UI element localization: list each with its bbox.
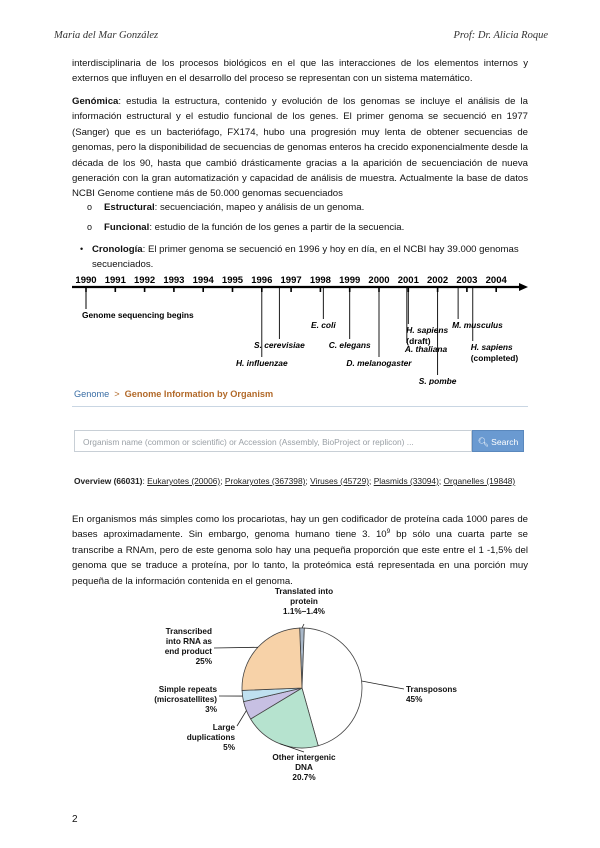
header-author: Maria del Mar González	[54, 30, 159, 41]
timeline-year-label: 1998	[309, 275, 331, 286]
timeline-event-label: H. influenzae	[235, 358, 288, 368]
organism-search-input[interactable]: Organism name (common or scientific) or Accession (Assembly, BioProject or replicon) ...	[74, 430, 472, 452]
timeline-year-label: 1997	[280, 275, 302, 286]
overview-link-prokaryotes[interactable]: Prokaryotes (367398)	[224, 476, 306, 486]
timeline-year-label: 1996	[251, 275, 273, 286]
overview-label[interactable]: Overview (66031)	[74, 476, 143, 486]
overview-link-viruses[interactable]: Viruses (45729)	[310, 476, 370, 486]
breadcrumb	[74, 389, 273, 399]
pie-label: Transcribed	[165, 627, 212, 636]
crumb-separator: >	[114, 389, 120, 399]
overview-link-plasmids[interactable]: Plasmids (33094)	[373, 476, 439, 486]
timeline-year-label: 2001	[397, 275, 419, 286]
timeline-year-label: 1993	[163, 275, 185, 286]
pie-label: Large	[212, 723, 235, 732]
pie-label: Simple repeats	[158, 685, 217, 694]
timeline-year-label: 2000	[368, 275, 390, 286]
timeline-event-label: E. coli	[310, 320, 336, 330]
pie-label: 1.1%–1.4%	[283, 607, 325, 616]
term-cronologia: Cronología	[92, 244, 143, 255]
pie-label: duplications	[186, 733, 235, 742]
page-number: 2	[72, 814, 78, 825]
timeline-event-label: S. cerevisiae	[253, 340, 305, 350]
timeline-event-label: D. melanogaster	[346, 358, 412, 368]
timeline-year-label: 1995	[221, 275, 244, 286]
timeline-begin-label: Genome sequencing begins	[82, 310, 194, 320]
sub-bullet-estructural	[87, 202, 365, 213]
organismos-text-b: bp sólo una cuarta parte se transcribe a RNAm, pero de este genoma solo hay una pequeña proporción que este entre el 1 -1,5% del genoma que se traduce a proteína, por lo tanto, la proteómica está representada en una porción muy pequeña de la información contenida en el genoma.	[72, 529, 529, 587]
term-genomica: Genómica	[72, 96, 119, 107]
pie-leader-line	[362, 681, 404, 689]
pie-label: Translated into	[274, 588, 334, 596]
timeline-event-label: (draft)	[406, 336, 431, 346]
timeline-year-label: 1999	[339, 275, 361, 286]
genomica-text: : estudia la estructura, contenido y evolución de los genomas se incluye el análisis de la información estructural y el estudio funcional de los genes. El primer genoma se secuenció en 1977 (Sanger) que es un bacteriófago, FX174, hubo una progresión muy lenta de obtener secuencias de genomas, pero la disponibilidad de secuencias de genomas enteros ha crecido exponencialmente desde la década de los 90, hasta que cambió drásticamente gracias a la aparición de secuenciación de nueva generación con la gran automatización y capacidad de análisis de muestra. Actualmente la base de datos NCBI Genome contiene más de 50.000 genomas secuenciados	[72, 96, 528, 200]
pie-leader-line	[214, 647, 258, 648]
pie-leader-line	[237, 711, 246, 726]
funcional-text: : estudio de la función de los genes a partir de la secuencia.	[149, 222, 405, 233]
pie-label: 45%	[406, 695, 423, 704]
timeline-event-label: (completed)	[470, 353, 519, 363]
search-button-label: Search	[491, 437, 519, 447]
pie-leader-line	[302, 624, 304, 628]
crumb-current: Genome Information by Organism	[124, 389, 274, 399]
timeline-event-label: A. thaliana	[404, 344, 448, 354]
pie-label: 5%	[223, 743, 235, 752]
timeline-year-label: 1990	[75, 275, 97, 286]
pie-slice	[242, 628, 302, 690]
term-estructural: Estructural	[104, 202, 155, 213]
pie-label: (microsatellites)	[154, 695, 217, 704]
timeline-year-label: 1992	[134, 275, 156, 286]
overview-link-eukaryotes[interactable]: Eukaryotes (20006)	[147, 476, 221, 486]
timeline-arrowhead	[519, 283, 528, 291]
estructural-text: : secuenciación, mapeo y análisis de un genoma.	[154, 202, 365, 213]
timeline-year-label: 2004	[485, 275, 507, 286]
term-funcional: Funcional	[104, 222, 150, 233]
pie-label: 20.7%	[292, 773, 316, 782]
organismos-text-a: En organismos más simples como los procariotas, hay un gen codificador de proteína cada 1000 pares de bases aproximadamente. Sin embargo, genoma humano tiene 3. 10	[72, 514, 528, 541]
exponent: 9	[386, 528, 391, 536]
genome-timeline	[72, 273, 528, 385]
timeline-event-label: H. sapiens	[406, 325, 449, 335]
timeline-event-label: H. sapiens	[470, 342, 513, 352]
bullet-marker: •	[80, 244, 84, 254]
breadcrumb-divider	[72, 406, 528, 407]
pie-label: protein	[290, 597, 318, 606]
timeline-year-label: 1991	[104, 275, 126, 286]
header-professor: Prof: Dr. Alicia Roque	[453, 30, 548, 41]
overview-row: Overview (66031): Eukaryotes (20006); Prokaryotes (367398); Viruses (45729); Plasmids (33094); Organelles (19848)	[74, 476, 516, 486]
pie-label: Other intergenic	[272, 753, 336, 762]
timeline-event-label: M. musculus	[452, 320, 503, 330]
timeline-year-label: 2002	[427, 275, 449, 286]
genome-composition-pie	[72, 588, 528, 788]
pie-label: 25%	[195, 657, 212, 666]
paragraph-intro: interdisciplinaria de los procesos biológicos en el que las interacciones de los elementos internos y externos que influyen en el desarrollo del proceso se representan con un sistema matemático.	[72, 58, 528, 85]
pie-label: end product	[164, 647, 212, 656]
paragraph-genomica	[72, 94, 528, 202]
cronologia-text: : El primer genoma se secuenció en 1996 y hoy en día, en el NCBI hay 39.000 genomas secuenciados.	[92, 244, 519, 271]
pie-svg	[72, 588, 528, 788]
pie-label: Transposons	[406, 685, 457, 694]
timeline-svg	[72, 273, 528, 385]
timeline-year-label: 2003	[456, 275, 478, 286]
pie-label: 3%	[205, 705, 217, 714]
sub-bullet-marker: o	[87, 202, 93, 212]
search-button[interactable]	[472, 430, 524, 452]
sub-bullet-funcional	[87, 222, 405, 233]
timeline-event-label: S. pombe	[418, 376, 457, 385]
paragraph-organismos	[72, 512, 528, 589]
overview-link-organelles[interactable]: Organelles (19848)	[443, 476, 516, 486]
timeline-year-label: 1994	[192, 275, 214, 286]
search-icon: 🔍︎	[477, 437, 490, 447]
pie-label: into RNA as	[165, 637, 212, 646]
bullet-cronologia	[80, 242, 528, 273]
timeline-event-label: C. elegans	[328, 340, 371, 350]
crumb-genome-link[interactable]: Genome	[74, 389, 110, 399]
pie-label: DNA	[295, 763, 313, 772]
sub-bullet-marker: o	[87, 222, 93, 232]
